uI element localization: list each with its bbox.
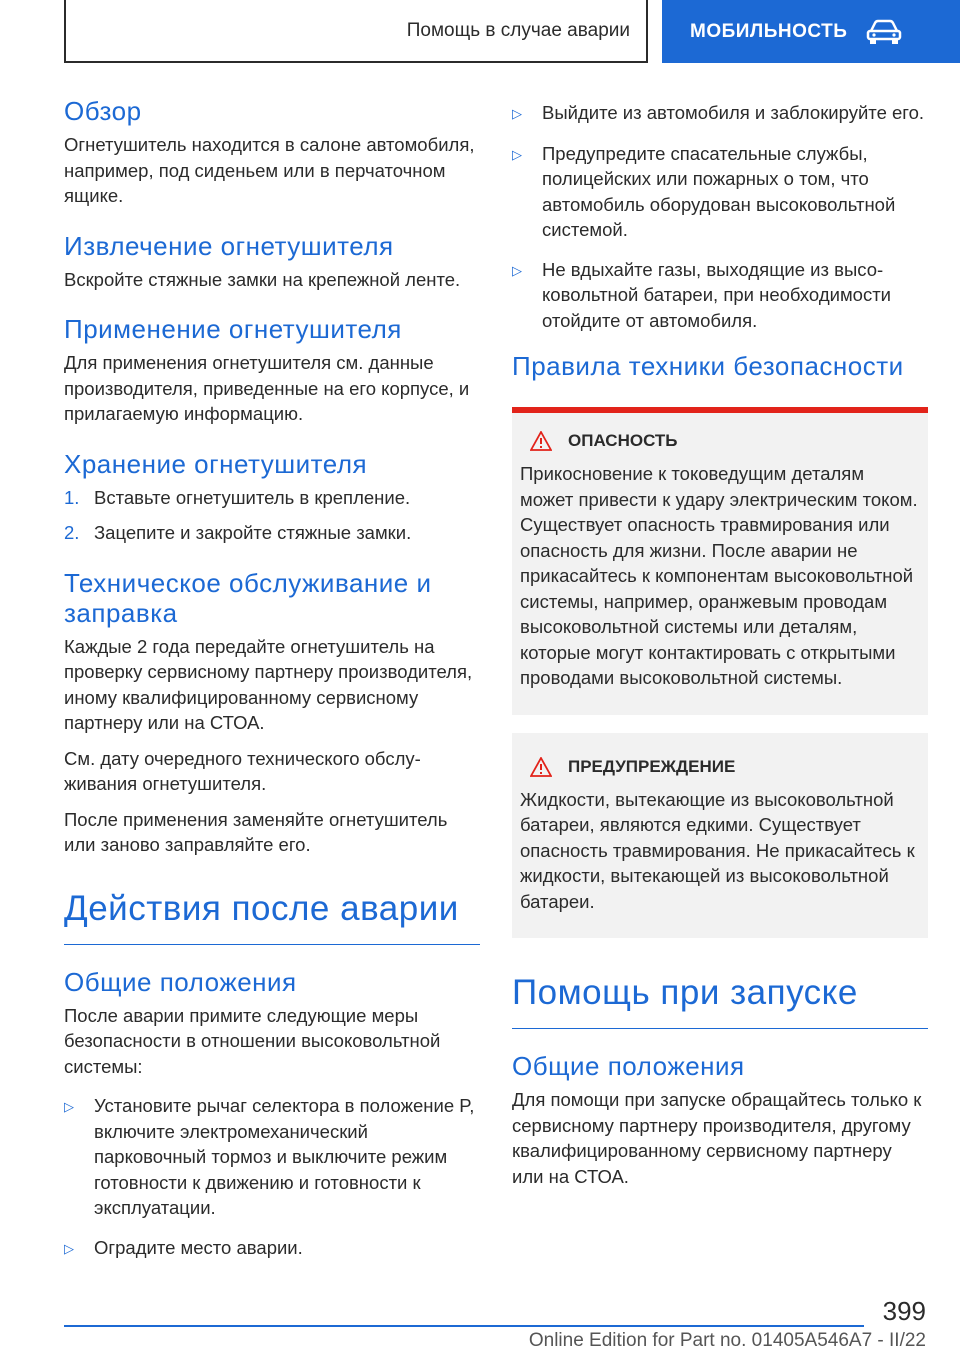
triangle-bullet-icon: ▷	[512, 106, 522, 121]
warning-title	[520, 757, 920, 777]
danger-label: ОПАСНОСТЬ	[568, 431, 678, 450]
usage-text: Для применения огнетушителя см. данные производителя, приведенные на его корпусе, и прилагаемую информацию.	[64, 352, 470, 424]
bullet-text: Оградите место аварии.	[94, 1236, 303, 1258]
warning-box	[512, 733, 928, 939]
storage-steps	[64, 485, 480, 546]
continued-list	[512, 100, 928, 333]
maintenance-text-1: Каждые 2 года передайте огнетушитель на проверку сервисному партнеру производителя, иному квалифицированному сервисному партнеру или на СТОА.	[64, 635, 473, 733]
heading-divider	[64, 944, 480, 945]
triangle-bullet-icon: ▷	[512, 262, 522, 278]
step-number: 1.	[64, 486, 80, 508]
list-item	[64, 1235, 480, 1262]
edition-text: Online Edition for Part no. 01405A546A7 - II/22	[528, 1330, 926, 1351]
bullet-text: Предупредите спасательные службы, полицейских или пожарных о том, что автомобиль оборудован высоковольтной системой.	[542, 142, 896, 240]
removal-heading: Извлечение огнетушителя	[64, 230, 394, 261]
right-column	[512, 100, 928, 1189]
jump-start-section	[512, 972, 928, 1189]
triangle-bullet-icon: ▷	[64, 1240, 74, 1256]
step-text: Зацепите и закройте стяжные замки.	[94, 522, 412, 543]
bullet-text: Выйдите из автомобиля и заблокируйте его.	[542, 102, 925, 123]
warning-triangle-icon	[530, 431, 552, 451]
maintenance-text-3: После применения заменяйте огнетушитель или заново заправляйте его.	[64, 808, 448, 855]
danger-box	[512, 407, 928, 715]
safety-measures-list	[64, 1093, 480, 1261]
overview-section	[64, 96, 480, 209]
left-column	[64, 96, 480, 1275]
chapter-title: Помощь в случае аварии	[406, 19, 630, 41]
general-text: После аварии примите следующие меры безопасности в отношении высоковольтной системы:	[64, 1004, 441, 1077]
warning-text: Жидкости, вытекающие из высоковольтной батареи, являются едкими. Существует опасность травмирования. Не прикасайтесь к жидкости, вытекающей из высоковольтной батареи.	[520, 788, 915, 912]
maintenance-section	[64, 568, 480, 858]
step-number: 2.	[64, 522, 80, 543]
page-number: 399	[882, 1296, 926, 1326]
removal-section	[64, 231, 480, 293]
section-title: МОБИЛЬНОСТЬ	[690, 20, 848, 42]
warning-label: ПРЕДУПРЕЖДЕНИЕ	[568, 756, 736, 776]
list-item	[64, 1093, 480, 1221]
maintenance-heading: Техническое обслуживание и заправка	[64, 567, 432, 628]
jump-start-general-heading: Общие положения	[512, 1051, 745, 1081]
warning-triangle-icon	[530, 757, 552, 777]
storage-section	[64, 449, 480, 546]
overview-heading: Обзор	[64, 96, 142, 126]
footer-divider	[64, 1325, 864, 1327]
after-accident-heading: Действия после аварии	[64, 888, 459, 928]
section-header	[662, 0, 960, 63]
danger-text: Прикосновение к токоведущим деталям может привести к удару электрическим током. Существует опасность травмирования или опасность для жизни. После аварии не прикасайтесь к компонентам высоковольтной системы, например, оранжевым проводам высоковольтной системы или деталям, которые могут контактировать с открытыми проводами высоковольтной системы.	[520, 463, 918, 688]
jump-start-heading: Помощь при запуске	[512, 973, 858, 1012]
triangle-bullet-icon: ▷	[64, 1099, 74, 1114]
list-item	[64, 520, 480, 546]
heading-divider	[512, 1028, 928, 1029]
list-item	[512, 100, 928, 127]
car-icon	[865, 19, 903, 45]
step-text: Вставьте огнетушитель в крепление.	[94, 486, 411, 508]
jump-start-text: Для помощи при запуске обращайтесь только к сервисному партнеру производителя, другому квалифицированному сервисному партнеру или на СТОА.	[512, 1089, 922, 1187]
chapter-header	[64, 0, 648, 63]
list-item	[64, 485, 480, 511]
maintenance-text-2: См. дату очередного технического обслуживания огнетушителя.	[64, 747, 421, 794]
usage-heading: Применение огнетушителя	[64, 314, 402, 344]
usage-section	[64, 314, 480, 427]
storage-heading: Хранение огнетушителя	[64, 448, 368, 479]
list-item	[512, 141, 928, 243]
triangle-bullet-icon: ▷	[512, 146, 522, 162]
overview-text: Огнетушитель находится в салоне автомобиля, например, под сиденьем или в перчаточном ящике.	[64, 134, 475, 206]
general-heading: Общие положения	[64, 966, 297, 997]
removal-text: Вскройте стяжные замки на крепежной ленте.	[64, 268, 461, 290]
danger-title	[520, 431, 920, 451]
bullet-text: Не вдыхайте газы, выходящие из высоковольтной батареи, при необходимости отойдите от автомобиля.	[542, 258, 892, 331]
after-accident-section	[64, 888, 480, 1262]
bullet-text: Установите рычаг селектора в положение P, включите электромеханический парковочный тормоз и выключите режим готовности к движению и готовности к эксплуатации.	[94, 1095, 475, 1218]
list-item	[512, 257, 928, 334]
safety-heading: Правила техники безопасности	[512, 351, 904, 381]
